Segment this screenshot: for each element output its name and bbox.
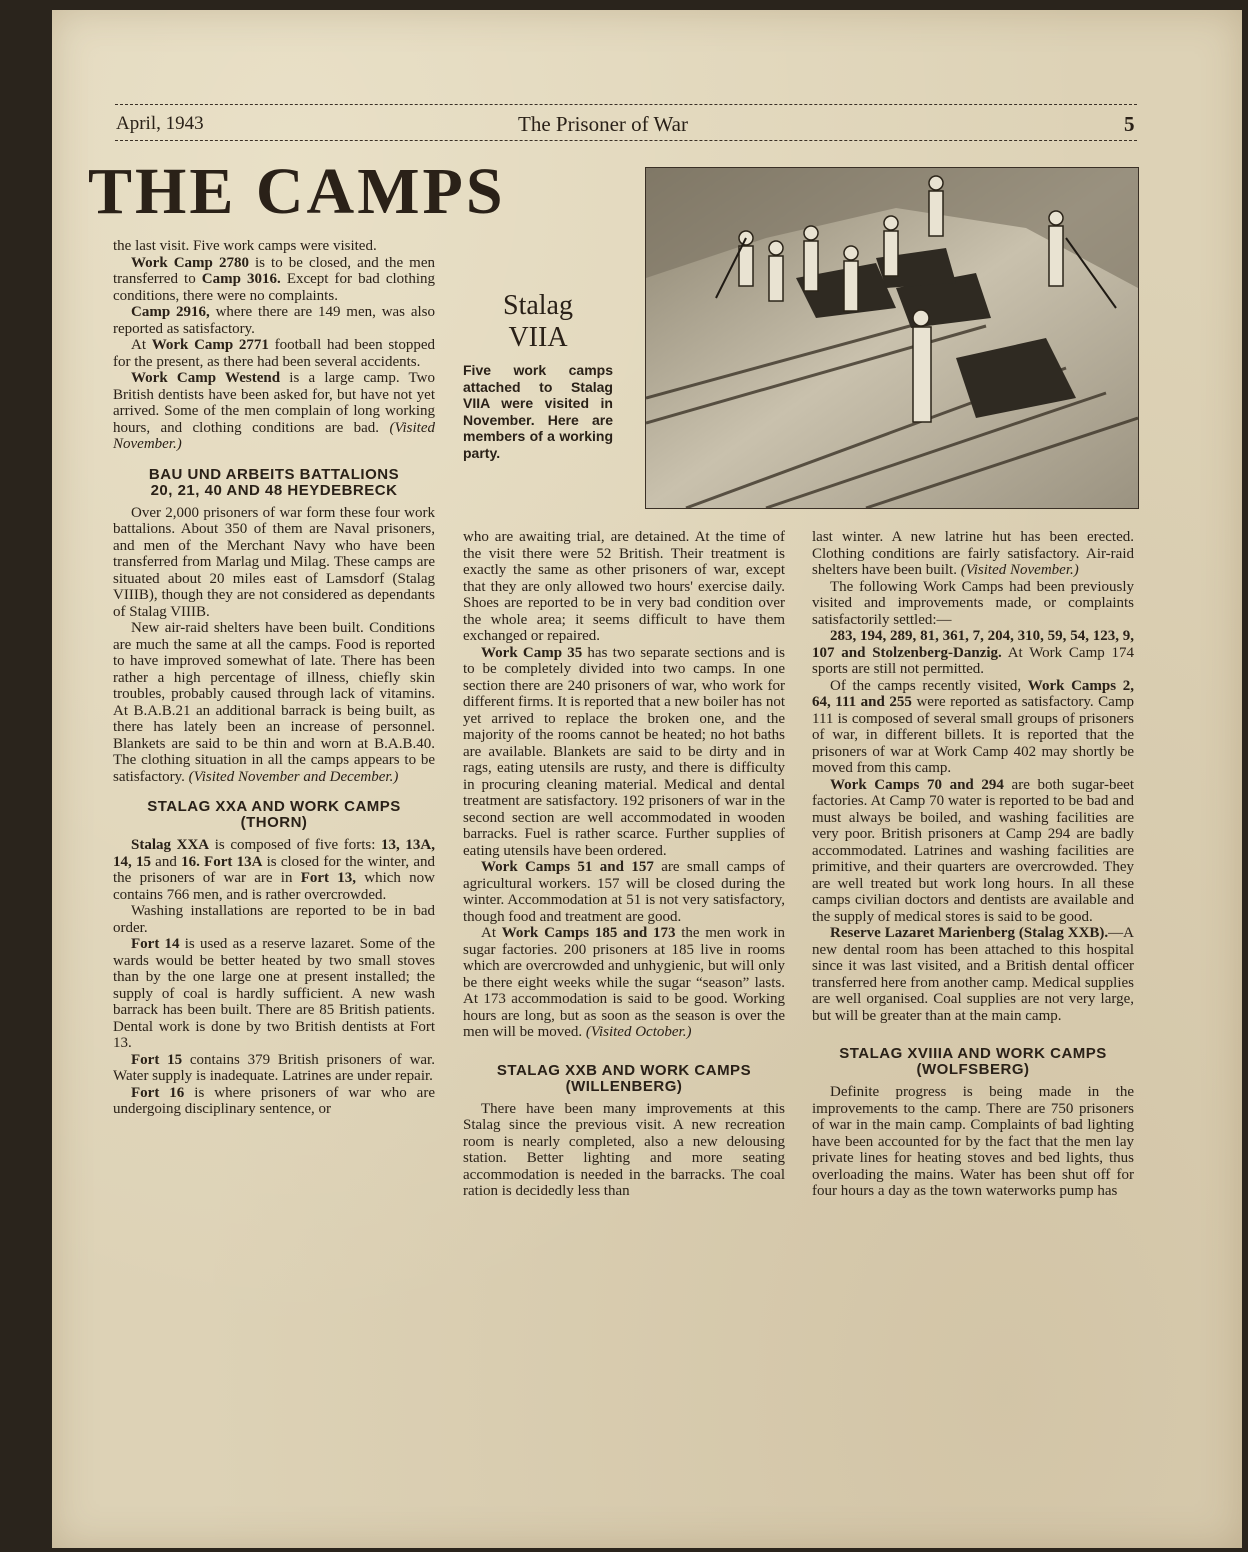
text-run: is to be closed, and the men transferred to <box>113 254 436 287</box>
heading-line: 20, 21, 40 AND 48 HEYDEBRECK <box>150 481 398 499</box>
col1-paragraph: Washing installations are reported to be in bad order. <box>113 903 435 936</box>
camp-list: 283, 194, 289, 81, 361, 7, 204, 310, 59, 54, 123, 9, 107 and Stolzenberg-Danzig. <box>812 628 1134 661</box>
text-run: last winter. A new latrine hut has been erected. Clothing conditions are fairly satisfactory. Air-raid shelters have been built. <box>812 529 1134 578</box>
camp-name: Fort 13A <box>204 853 263 870</box>
col2-paragraph <box>463 925 785 1041</box>
camp-name: Fort 15 <box>131 1051 183 1068</box>
text-run: Of the camps recently visited, <box>830 677 1028 694</box>
text-run: where there are 149 men, was also reported as satisfactory. <box>113 304 436 337</box>
col1-paragraph <box>113 620 435 785</box>
header-rule-top <box>115 104 1137 105</box>
camp-name: Fort 16 <box>131 1084 185 1101</box>
section-heading <box>113 467 435 499</box>
text-run: At <box>131 337 152 353</box>
text-run: the men work in sugar factories. 200 prisoners at 185 live in rooms which are overcrowded and unhygienic, but will only be there eight weeks while the sugar “season” lasts. At 173 accommodation is said to be good. Working hours are long, but as soon as the season is over the men will be moved. <box>463 925 785 1040</box>
camp-name: Reserve Lazaret Marienberg (Stalag XXB). <box>830 925 1109 941</box>
camp-name: Work Camps 70 and 294 <box>830 776 1004 793</box>
photo-caption: Five work camps attached to Stalag VIIA were visited in November. Here are members of a working party. <box>463 362 613 461</box>
heading-line: (WOLFSBERG) <box>916 1061 1030 1078</box>
col2-paragraph <box>463 645 785 860</box>
col3-paragraph <box>812 529 1134 579</box>
page-number: 5 <box>1124 112 1135 136</box>
heading-line: STALAG XXA AND WORK CAMPS <box>147 798 401 815</box>
visit-note: (Visited November.) <box>960 562 1079 578</box>
col3-paragraph <box>812 777 1134 926</box>
camp-name: Work Camps 2, 64, 111 and 255 <box>812 677 1134 710</box>
text-run: is used as a reserve lazaret. Some of the wards would be better heated by two small stoves than by the one large one at present installed; the supply of coal is hardly sufficient. A new wash barrack has been built. There are 85 British patients. Dental work is done by two British dentists at Fort 13. <box>113 936 435 1051</box>
camp-name: 16. <box>181 853 200 870</box>
col1-paragraph <box>113 1052 435 1085</box>
text-run: is closed for the winter, and the prisoners of war are in <box>113 853 435 886</box>
col2-paragraph: who are awaiting trial, are detained. At the time of the visit there were 52 British. Their treatment is exactly the same as other prisoners of war, except that they are only allowed two hours' exercise daily. Shoes are reported to be in very bad condition over the whole area; it seems difficult to have them exchanged or repaired. <box>463 529 785 644</box>
heading-line: BAU UND ARBEITS BATTALIONS <box>148 465 400 483</box>
col3-paragraph: Definite progress is being made in the improvements to the camp. There are 750 prisoners of war in the main camp. Complaints of bad lighting have been accounted for by the fact that the men lay private lines for heating stoves and bed lights, thus overloading the mains. Water has been shut off for four hours a day as the town waterworks pump has <box>812 1084 1134 1199</box>
sidebar-title-line1: Stalag <box>503 290 573 321</box>
camp-name: Work Camps 51 and 157 <box>481 859 654 875</box>
heading-line: (THORN) <box>240 814 308 831</box>
issue-date: April, 1943 <box>116 113 204 134</box>
camp-name: 13, 13A, 14, 15 <box>113 837 435 870</box>
col3-paragraph <box>812 678 1134 777</box>
heading-line: STALAG XXB AND WORK CAMPS <box>496 1061 752 1079</box>
col2-paragraph: There have been many improvements at this Stalag since the previous visit. A new recreation room is nearly completed, also a new delousing station. Better lighting and more seating accommodation is needed in the barracks. The coal ration is decidedly less than <box>463 1100 785 1199</box>
publication-title: The Prisoner of War <box>518 112 688 136</box>
working-party-photo <box>645 167 1139 509</box>
text-run: is a large camp. Two British dentists have been asked for, but have not yet arrived. Some of the men complain of long working hours, and clothing conditions are bad. <box>113 370 435 436</box>
camp-name: Work Camp 2771 <box>151 337 269 353</box>
text-run: is where prisoners of war who are undergoing disciplinary sentence, or <box>113 1084 435 1117</box>
camp-name: Fort 13, <box>300 870 357 886</box>
photo-illustration <box>646 168 1138 508</box>
camp-name: Camp 3016. <box>201 271 281 287</box>
text-run: Except for bad clothing conditions, there were no complaints. <box>113 271 435 304</box>
sidebar-title-line2: VIIA <box>508 322 568 353</box>
page-title: THE CAMPS <box>88 155 506 228</box>
camp-name: Camp 2916, <box>131 304 210 320</box>
camp-name: Work Camp Westend <box>131 370 281 386</box>
section-heading <box>812 1046 1134 1078</box>
column-1 <box>113 238 435 1118</box>
heading-line: STALAG XVIIIA AND WORK CAMPS <box>839 1045 1107 1062</box>
visit-note: (Visited November and December.) <box>188 768 399 785</box>
text-run: At Work Camp 174 sports are still not permitted. <box>812 644 1135 677</box>
section-heading <box>463 1063 785 1095</box>
col3-paragraph: The following Work Camps had been previously visited and improvements made, or complaints satisfactorily settled:— <box>812 578 1134 628</box>
col1-paragraph <box>113 255 435 305</box>
col1-paragraph <box>113 304 435 337</box>
col1-paragraph <box>113 370 435 453</box>
text-run: At <box>481 925 502 941</box>
col3-paragraph <box>812 628 1134 678</box>
col1-paragraph <box>113 337 435 370</box>
camp-name: Stalag XXA <box>131 837 210 853</box>
camp-name: Work Camp 35 <box>481 644 583 661</box>
column-2 <box>463 529 785 1200</box>
visit-note: (Visited November.) <box>113 419 435 452</box>
text-run: —A new dental room has been attached to this hospital since it was last visited, and a British dental officer transferred here from another camp. Medical supplies are well organised. Coal supplies are not very large, but will be greater than at the main camp. <box>812 925 1134 1024</box>
heading-line: (WILLENBERG) <box>565 1077 683 1095</box>
photo-sidebar <box>463 290 613 461</box>
text-run: is composed of five forts: <box>209 837 382 853</box>
text-run: contains 379 British prisoners of war. Water supply is inadequate. Latrines are under repair. <box>113 1051 435 1084</box>
text-run: New air-raid shelters have been built. Conditions are much the same at all the camps. Food is reported to have improved somewhat of late. There has been rather a high percentage of illness, chiefly skin troubles, probably caused through lack of vitamins. At B.A.B.21 an additional barrack is being built, as there has lately been an increase of personnel. Blankets are said to be thin and worn at B.A.B.40. The clothing situation in all the camps appears to be satisfactory. <box>113 620 435 785</box>
col1-paragraph <box>113 837 435 903</box>
text-run: were reported as satisfactory. Camp 111 is composed of several small groups of prisoners of war, in different billets. It is reported that the prisoners of war at Work Camp 402 may shortly be moved from this camp. <box>812 694 1135 776</box>
col1-paragraph <box>113 1085 435 1118</box>
col3-paragraph <box>812 925 1134 1024</box>
text-run: are small camps of agricultural workers. 157 will be closed during the winter. Accommodation at 51 is not very satisfactory, though food and treatment are good. <box>463 859 785 925</box>
col2-paragraph <box>463 859 785 925</box>
text-run: which now contains 766 men, and is rather overcrowded. <box>113 870 435 903</box>
col1-paragraph: the last visit. Five work camps were visited. <box>113 238 377 254</box>
camp-name: Fort 14 <box>131 936 180 952</box>
visit-note: (Visited October.) <box>585 1024 692 1040</box>
text-run: and <box>150 853 182 870</box>
header-rule-bottom <box>115 140 1137 141</box>
camp-name: Work Camps 185 and 173 <box>501 925 676 941</box>
text-run: has two separate sections and is to be completely divided into two camps. In one section there are 240 prisoners of war, who work for different firms. It is reported that a new boiler has not yet arrived to replace the broken one, and the majority of the rooms cannot be heated; no hot baths are available. Blankets are said to be dirty and in rags, eating utensils are rusty, and there is difficulty in procuring cleaning material. Medical and dental treatment are satisfactory. 192 prisoners of war in the second section are well accommodated in wooden barracks. Fuel is rather scarce. Further supplies of eating utensils have been ordered. <box>463 644 785 859</box>
column-3 <box>812 529 1134 1200</box>
section-heading <box>113 799 435 831</box>
col1-paragraph: Over 2,000 prisoners of war form these four work battalions. About 350 of them are Naval prisoners, and men of the Merchant Navy who have been transferred from Marlag und Milag. These camps are situated about 20 miles east of Lamsdorf (Stalag VIIIB), though they are not considered as dependants of Stalag VIIIB. <box>113 504 435 620</box>
text-run: football had been stopped for the present, as there had been several accidents. <box>113 337 436 370</box>
text-run: are both sugar-beet factories. At Camp 70 water is reported to be bad and must always be boiled, and washing facilities are very poor. British prisoners at Camp 294 are badly accommodated. Latrines and washing facilities are primitive, and their quarters are overcrowded. They are well treated but work long hours. In all these camps civilian doctors and dentists are available and the supply of medical stores is said to be good. <box>812 776 1134 925</box>
col1-paragraph <box>113 936 435 1052</box>
camp-name: Work Camp 2780 <box>131 254 249 271</box>
